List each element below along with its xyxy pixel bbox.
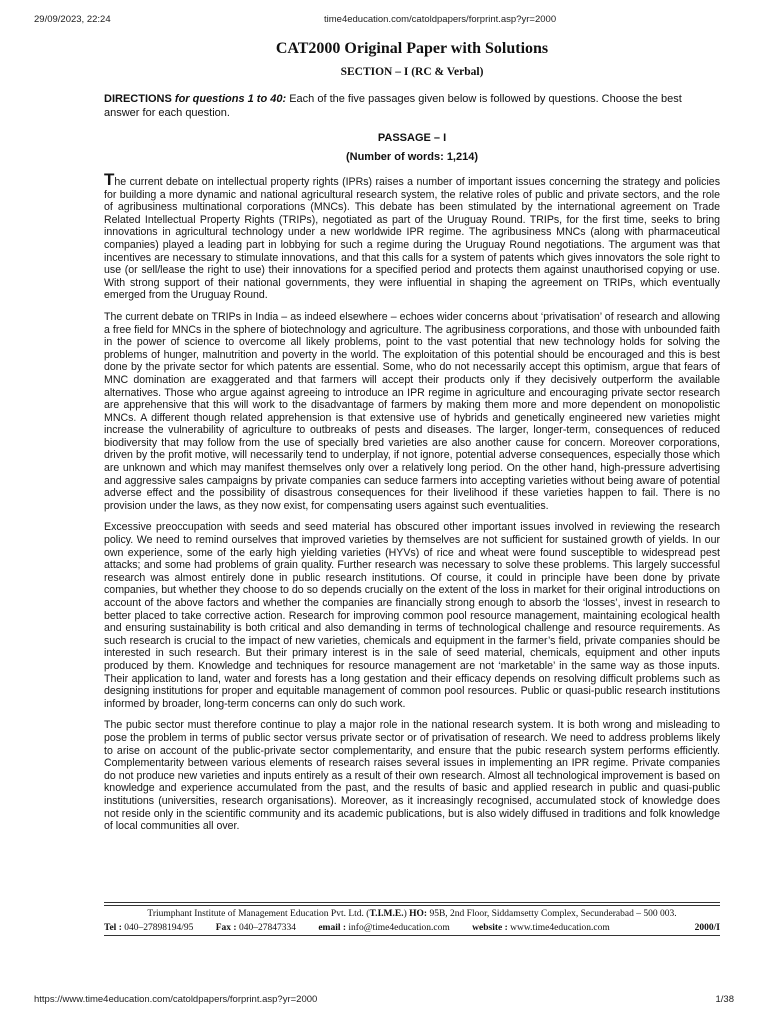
footer-address: 95B, 2nd Floor, Siddamsetty Complex, Secunderabad – 500 003.	[427, 909, 677, 919]
website-value: www.time4education.com	[507, 923, 610, 933]
footer-fax	[216, 923, 306, 933]
passage-paragraph-3: Excessive preoccupation with seeds and seed material has obscured other important issues involved in reviewing the research policy. We need to remind ourselves that improved varieties by themselves are not sufficient for sustained growth of yields. In our own experience, some of the early high yielding varieties (HYVs) of rice and wheat were found susceptible to widespread pest attacks; and some had problems of grain quality. Further research was necessary to solve these problems. This largely successful research was almost entirely done in public research institutions. Of course, it could in principle have been done by private companies, but whether they choose to do so depends crucially on the extent of the loss in market for their original introductions on account of the above factors and whether the companies are financially strong enough to absorb the ‘losses’, invest in research to better placed to take corrective action. Research for improving common pool resource management, maintaining ecological health and ensuring sustainability is both critical and also demanding in terms of technological challenge and resource requirements. As such research is crucial to the impact of new varieties, chemicals and equipment in the farmer’s field, private companies should be interested in such research. But their primary interest is in the sale of seed material, chemicals, equipment and other inputs produced by them. Knowledge and techniques for resource management are not ‘marketable’ in the same way as those inputs. Their application to land, water and forests has a long gestation and their efficacy depends on resolving difficult problems such as designing institutions for proper and equitable management of common pool resources. Public or quasi-public research institutions informed by broader, long-term concerns can only do such work.	[104, 521, 720, 710]
passage-title: PASSAGE – I	[377, 132, 447, 144]
fax-label: Fax :	[215, 923, 237, 933]
footer-org-short: T.I.M.E.	[369, 909, 404, 919]
section-title: SECTION – I (RC & Verbal)	[340, 66, 484, 78]
passage-paragraph-2: The current debate on TRIPs in India – as indeed elsewhere – echoes wider concerns about ‘privatisation’ of research and allowing a free field for MNCs in the sphere of biotechnology and agriculture. The agribusiness corporations, and those with unbounded faith in the power of science to overcome all likely problems, point to the vast potential that new technology holds for solving the problems of hunger, malnutrition and poverty in the world. The exploitation of this potential should be encouraged and this is best done by the private sector for which patents are essential. Some, who do not necessarily accept this optimism, argue that fears of MNC domination are exaggerated and that farmers will accept their products only if they decisively outperform the available alternatives. Those who argue against agreeing to introduce an IPR regime in agriculture and encouraging private sector research are apprehensive that this will work to the disadvantage of farmers by making them more and more dependent on monopolistic MNCs. A different though related apprehension is that extensive use of hybrids and genetically engineered new varieties might increase the vulnerability of agriculture to outbreaks of pests and diseases. The larger, longer-term, consequences of reduced biodiversity that may follow from the use of specially bred varieties are also another cause for concern. Moreover corporations, driven by the profit motive, will necessarily tend to underplay, if not ignore, potential adverse consequences, especially those which are unknown and which may manifest themselves only over a relatively long period. On the other hand, high-pressure advertising and aggressive sales campaigns by private companies can seduce farmers into accepting varieties without being aware of potential adverse effect and the possibility of disastrous consequences for their livelihood if these varieties happen to fail. There is no provision under the laws, as they now exist, for compensating users against such eventualities.	[104, 310, 720, 512]
document-footer	[104, 902, 720, 936]
tel-label: Tel :	[104, 923, 122, 933]
print-footer	[34, 994, 734, 1008]
footer-tel	[104, 923, 203, 933]
directions-label: DIRECTIONS	[104, 93, 172, 105]
directions-text	[104, 92, 720, 120]
passage-paragraph-4: The pubic sector must therefore continue to play a major role in the national research system. It is both wrong and misleading to pose the problem in terms of public sector versus private sector or of privatisation of research. We need to address problems likely to arise on account of the public-private sector complementarity, and ensure that the pubic research system performs efficiently. Complementarity between various elements of research raises several issues in implementing an IPR regime. Private companies do not produce new varieties and inputs entirely as a result of their own research. Almost all technological improvement is based on knowledge and experience accumulated from the past, and the results of basic and applied research in public and quasi-public institutions (universities, research organisations). Moreover, as it increasingly recognised, accumulated stock of knowledge does not reside only in the scientific community and its academic publications, but is also widely diffused in traditions and folk knowledge of local communities all over.	[104, 719, 720, 833]
directions-body: Each of the five passages given below is followed by questions. Choose the best answer for each question.	[104, 93, 682, 119]
footer-contact-line	[104, 921, 720, 936]
footer-org-name: Triumphant Institute of Management Education Pvt. Ltd. (	[147, 909, 370, 919]
directions-range: for questions 1 to 40:	[174, 93, 287, 105]
footer-website	[472, 923, 620, 933]
passage-word-count: (Number of words: 1,214)	[345, 151, 479, 163]
document-page	[104, 40, 720, 842]
paragraph-1-text: he current debate on intellectual property rights (IPRs) raises a number of important issues concerning the strategy and policies for building a more dynamic and national agricultural research system, the relative roles of public and private sectors, and the role of agribusiness multinational corporations (MNCs). This debate has been stimulated by the international agreement on Trade Related Intellectual Property Rights (TRIPs), negotiated as part of the Uruguay Round. TRIPs, for the first time, seeks to bring innovations in agricultural technology under a new worldwide IPR regime. The agribusiness MNCs (along with pharmaceutical companies) played a leading part in lobbying for such a regime during the Uruguay Round negotiations. The argument was that incentives are necessary to stimulate innovations, and that this calls for a system of patents which gives innovators the sole right to use (or sell/lease the right to use) their innovations for a specified period and protects them against unauthorised copying or use. With strong support of their national governments, they were influential in shaping the agreement on TRIPs, which eventually emerged from the Uruguay Round.	[104, 176, 720, 302]
footer-email	[318, 923, 459, 933]
document-title: CAT2000 Original Paper with Solutions	[275, 40, 549, 57]
email-value: info@time4education.com	[346, 923, 450, 933]
email-label: email :	[318, 923, 347, 933]
tel-value: 040–27898194/95	[121, 923, 194, 933]
footer-ho-label: HO:	[409, 909, 428, 919]
print-full-url: https://www.time4education.com/catoldpapers/forprint.asp?yr=2000	[34, 994, 318, 1005]
print-datetime: 29/09/2023, 22:24	[34, 14, 111, 25]
passage-paragraph-1	[104, 170, 720, 302]
footer-org-close: )	[403, 909, 410, 919]
footer-address-line	[104, 906, 720, 921]
footer-contacts	[104, 923, 630, 933]
website-label: website :	[472, 923, 508, 933]
drop-cap: T	[104, 170, 115, 189]
fax-value: 040–27847334	[236, 923, 296, 933]
page-code: 2000/I	[694, 923, 720, 933]
print-header	[34, 14, 734, 28]
print-page-url: time4education.com/catoldpapers/forprint.asp?yr=2000	[324, 14, 557, 25]
print-page-number: 1/38	[715, 994, 734, 1005]
